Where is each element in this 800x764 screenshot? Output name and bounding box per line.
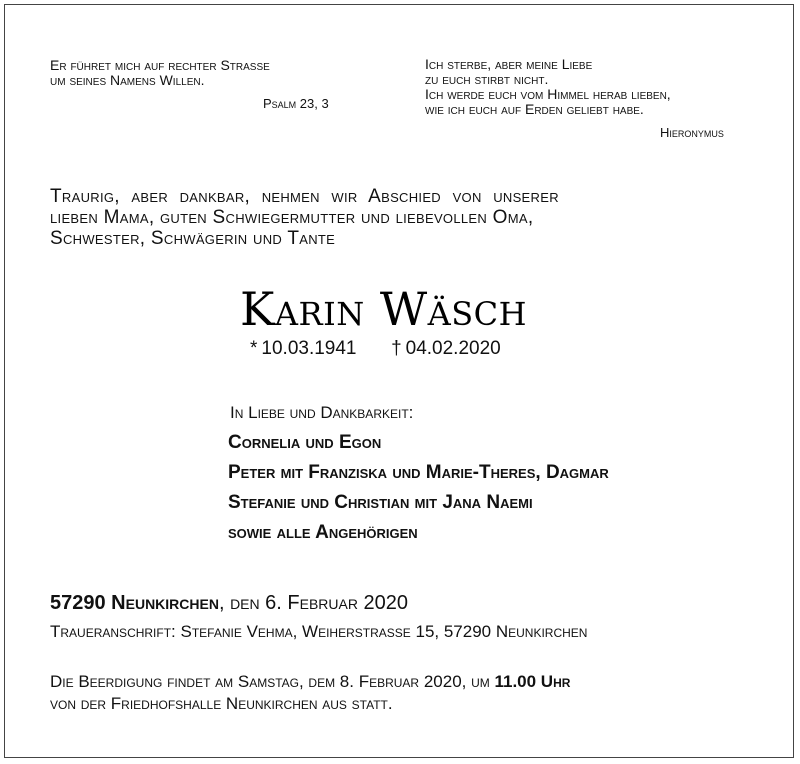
birth-symbol: * — [250, 338, 258, 359]
quote-right-line: zu euch stirbt nicht. — [425, 71, 549, 87]
mourner-line: Cornelia und Egon — [228, 432, 382, 453]
intro-text — [50, 186, 559, 249]
intro-line: lieben Mama, guten Schwiegermutter und liebevollen Oma, — [50, 207, 534, 228]
quote-left-source: Psalm 23, 3 — [263, 96, 329, 111]
mourning-address: Traueranschrift: Stefanie Vehma, Weiherstrasse 15, 57290 Neunkirchen — [50, 622, 588, 641]
mourners-list — [228, 428, 609, 548]
death-date: 04.02.2020 — [405, 338, 501, 359]
funeral-time: 11.00 Uhr — [494, 672, 571, 691]
place: 57290 Neunkirchen — [50, 592, 219, 614]
funeral-line-1 — [50, 671, 570, 693]
quote-right-line: Ich sterbe, aber meine Liebe — [425, 56, 593, 72]
intro-line: Traurig, aber dankbar, nehmen wir Abschied von unserer — [50, 186, 559, 207]
quote-right-source: Hieronymus — [660, 125, 724, 140]
quote-left — [50, 58, 270, 88]
mourner-line: sowie alle Angehörigen — [228, 522, 418, 543]
quote-left-line: Er führet mich auf rechter Strasse — [50, 57, 270, 73]
quote-left-line: um seines Namens Willen. — [50, 72, 205, 88]
life-dates — [250, 338, 501, 360]
funeral-info — [50, 671, 570, 715]
mourners-intro: In Liebe und Dankbarkeit: — [230, 403, 414, 422]
funeral-line-2: von der Friedhofshalle Neunkirchen aus statt. — [50, 694, 393, 713]
intro-line: Schwester, Schwägerin und Tante — [50, 228, 336, 249]
date: , den 6. Februar 2020 — [218, 592, 409, 614]
notice-border — [4, 4, 794, 758]
mourner-line: Stefanie und Christian mit Jana Naemi — [228, 492, 533, 513]
place-date — [50, 592, 408, 615]
quote-right — [425, 57, 671, 117]
quote-right-line: Ich werde euch vom Himmel herab lieben, — [425, 86, 671, 102]
birth-date: 10.03.1941 — [261, 338, 357, 359]
deceased-name: Karin Wäsch — [240, 282, 528, 336]
quote-right-line: wie ich euch auf Erden geliebt habe. — [425, 101, 644, 117]
funeral-text: Die Beerdigung findet am Samstag, dem 8. Februar 2020, um — [50, 672, 495, 691]
death-symbol: † — [391, 338, 402, 359]
mourner-line: Peter mit Franziska und Marie-Theres, Dagmar — [228, 462, 609, 483]
